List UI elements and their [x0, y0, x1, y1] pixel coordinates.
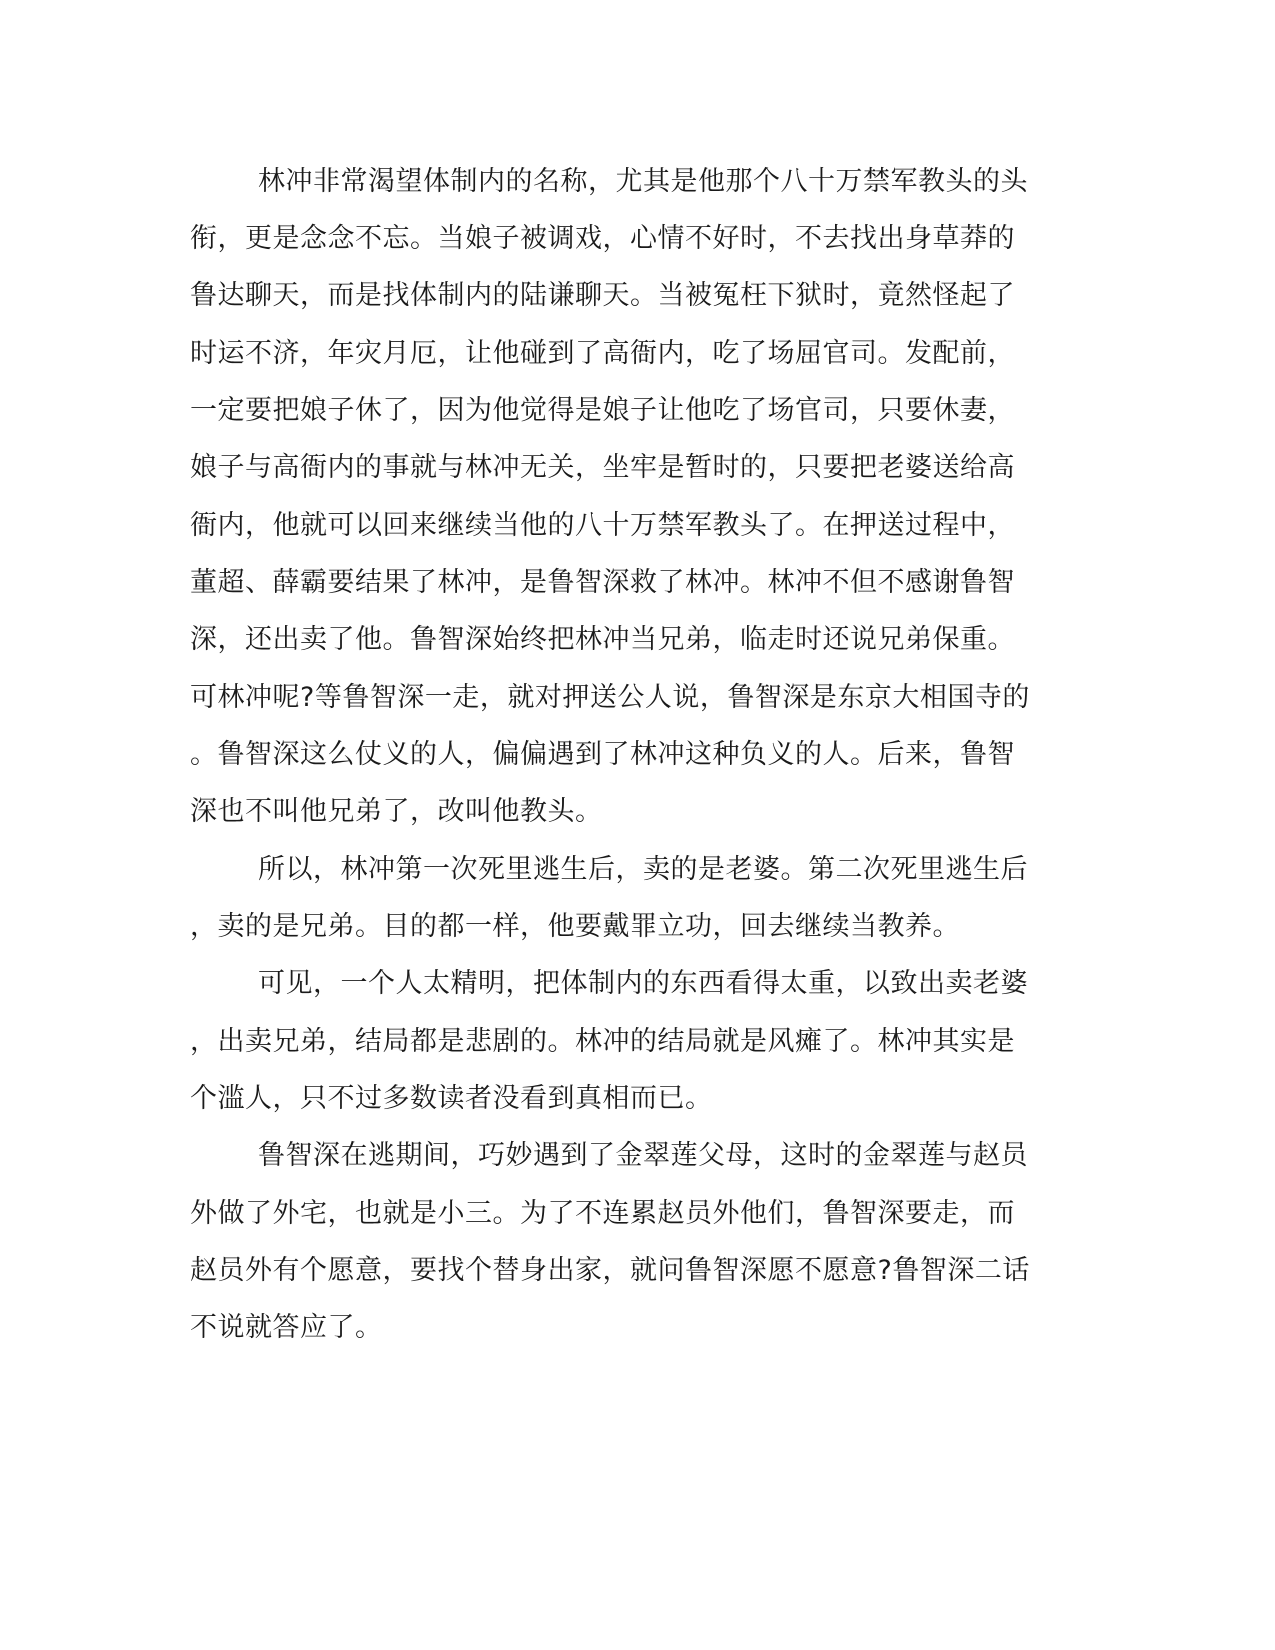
text-line: 鲁达聊天，而是找体制内的陆谦聊天。当被冤枉下狱时，竟然怪起了	[190, 280, 1015, 311]
text-line: 个滥人，只不过多数读者没看到真相而已。	[190, 1083, 713, 1114]
text-line: 一定要把娘子休了，因为他觉得是娘子让他吃了场官司，只要休妻，	[190, 395, 1015, 426]
text-line: 赵员外有个愿意，要找个替身出家，就问鲁智深愿不愿意?鲁智深二话	[190, 1255, 1030, 1286]
text-line: 不说就答应了。	[190, 1312, 383, 1343]
text-line: 鲁智深在逃期间，巧妙遇到了金翠莲父母，这时的金翠莲与赵员	[258, 1140, 1028, 1171]
text-line: 衙内，他就可以回来继续当他的八十万禁军教头了。在押送过程中，	[190, 510, 1015, 541]
text-line: 时运不济，年灾月厄，让他碰到了高衙内，吃了场屈官司。发配前，	[190, 338, 1015, 369]
text-line: 娘子与高衙内的事就与林冲无关，坐牢是暂时的，只要把老婆送给高	[190, 452, 1015, 483]
text-line: 所以，林冲第一次死里逃生后，卖的是老婆。第二次死里逃生后	[258, 854, 1028, 885]
text-line: 深也不叫他兄弟了，改叫他教头。	[190, 796, 603, 827]
text-line: 外做了外宅，也就是小三。为了不连累赵员外他们，鲁智深要走，而	[190, 1198, 1015, 1229]
text-line: 林冲非常渴望体制内的名称，尤其是他那个八十万禁军教头的头	[258, 166, 1028, 197]
text-line: 可见，一个人太精明，把体制内的东西看得太重，以致出卖老婆	[258, 968, 1028, 999]
text-line: 深，还出卖了他。鲁智深始终把林冲当兄弟，临走时还说兄弟保重。	[190, 624, 1015, 655]
text-line: 。鲁智深这么仗义的人，偏偏遇到了林冲这种负义的人。后来，鲁智	[190, 739, 1015, 770]
text-line: 衔，更是念念不忘。当娘子被调戏，心情不好时，不去找出身草莽的	[190, 223, 1015, 254]
text-line: 董超、薛霸要结果了林冲，是鲁智深救了林冲。林冲不但不感谢鲁智	[190, 567, 1015, 598]
text-line: 可林冲呢?等鲁智深一走，就对押送公人说，鲁智深是东京大相国寺的	[190, 682, 1030, 713]
text-line: ，卖的是兄弟。目的都一样，他要戴罪立功，回去继续当教养。	[190, 911, 960, 942]
text-line: ，出卖兄弟，结局都是悲剧的。林冲的结局就是风瘫了。林冲其实是	[190, 1026, 1015, 1057]
